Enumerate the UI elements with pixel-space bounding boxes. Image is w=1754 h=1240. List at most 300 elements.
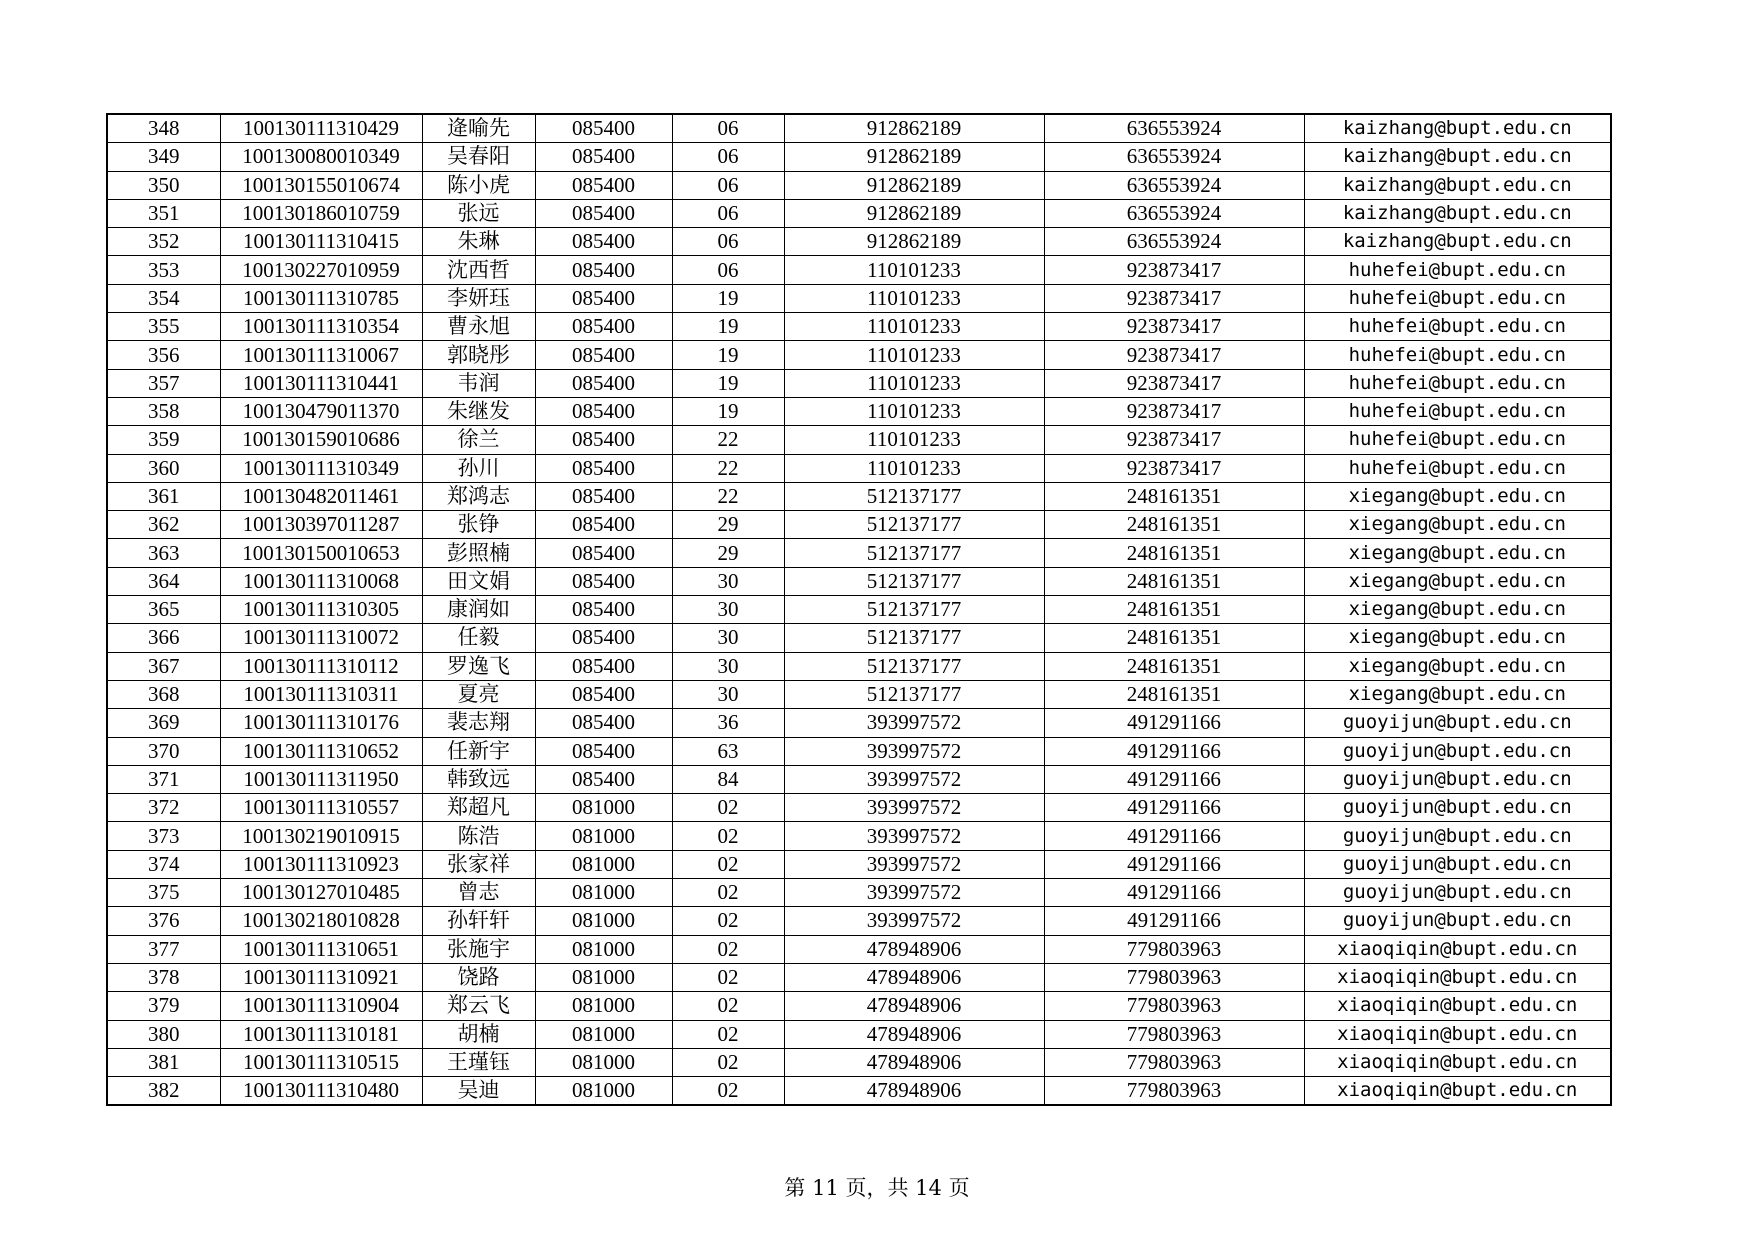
group-number-1-cell: 512137177 [784, 539, 1044, 567]
group-number-1-cell: 478948906 [784, 1077, 1044, 1106]
major-code-cell: 085400 [535, 256, 672, 284]
table-row [107, 539, 1611, 567]
row-number-cell: 361 [107, 482, 220, 510]
group-number-2-cell: 923873417 [1044, 313, 1304, 341]
row-number-cell: 355 [107, 313, 220, 341]
direction-code-cell: 84 [672, 765, 784, 793]
table-row [107, 907, 1611, 935]
major-code-cell: 085400 [535, 511, 672, 539]
exam-id-cell: 100130397011287 [220, 511, 422, 539]
exam-id-cell: 100130111310176 [220, 709, 422, 737]
table-row [107, 171, 1611, 199]
student-name-cell: 张施宇 [422, 935, 535, 963]
direction-code-cell: 19 [672, 284, 784, 312]
student-name-cell: 夏亮 [422, 680, 535, 708]
direction-code-cell: 22 [672, 482, 784, 510]
row-number-cell: 360 [107, 454, 220, 482]
group-number-1-cell: 512137177 [784, 624, 1044, 652]
exam-id-cell: 100130111310515 [220, 1048, 422, 1076]
group-number-2-cell: 923873417 [1044, 284, 1304, 312]
direction-code-cell: 02 [672, 992, 784, 1020]
direction-code-cell: 02 [672, 850, 784, 878]
group-number-2-cell: 923873417 [1044, 341, 1304, 369]
student-name-cell: 郭晓彤 [422, 341, 535, 369]
group-number-2-cell: 923873417 [1044, 454, 1304, 482]
exam-id-cell: 100130111310311 [220, 680, 422, 708]
contact-email-cell: xiaoqiqin@bupt.edu.cn [1304, 963, 1611, 991]
row-number-cell: 364 [107, 567, 220, 595]
student-name-cell: 任毅 [422, 624, 535, 652]
direction-code-cell: 30 [672, 596, 784, 624]
student-roster-table [106, 113, 1612, 1106]
direction-code-cell: 06 [672, 143, 784, 171]
group-number-2-cell: 636553924 [1044, 171, 1304, 199]
direction-code-cell: 30 [672, 652, 784, 680]
major-code-cell: 081000 [535, 879, 672, 907]
table-row [107, 850, 1611, 878]
contact-email-cell: xiegang@bupt.edu.cn [1304, 680, 1611, 708]
major-code-cell: 081000 [535, 935, 672, 963]
major-code-cell: 085400 [535, 652, 672, 680]
student-name-cell: 郑超凡 [422, 794, 535, 822]
contact-email-cell: kaizhang@bupt.edu.cn [1304, 199, 1611, 227]
group-number-2-cell: 636553924 [1044, 199, 1304, 227]
student-name-cell: 韦润 [422, 369, 535, 397]
table-row [107, 794, 1611, 822]
student-name-cell: 郑鸿志 [422, 482, 535, 510]
group-number-1-cell: 512137177 [784, 596, 1044, 624]
group-number-2-cell: 248161351 [1044, 511, 1304, 539]
student-name-cell: 张远 [422, 199, 535, 227]
direction-code-cell: 22 [672, 454, 784, 482]
major-code-cell: 085400 [535, 397, 672, 425]
group-number-1-cell: 110101233 [784, 397, 1044, 425]
group-number-1-cell: 478948906 [784, 992, 1044, 1020]
exam-id-cell: 100130127010485 [220, 879, 422, 907]
contact-email-cell: xiegang@bupt.edu.cn [1304, 567, 1611, 595]
row-number-cell: 366 [107, 624, 220, 652]
group-number-1-cell: 512137177 [784, 482, 1044, 510]
table-row [107, 143, 1611, 171]
group-number-1-cell: 110101233 [784, 256, 1044, 284]
direction-code-cell: 63 [672, 737, 784, 765]
contact-email-cell: xiaoqiqin@bupt.edu.cn [1304, 992, 1611, 1020]
group-number-1-cell: 512137177 [784, 567, 1044, 595]
student-name-cell: 任新宇 [422, 737, 535, 765]
student-name-cell: 吴迪 [422, 1077, 535, 1106]
direction-code-cell: 02 [672, 1020, 784, 1048]
group-number-2-cell: 248161351 [1044, 482, 1304, 510]
table-row [107, 313, 1611, 341]
group-number-2-cell: 248161351 [1044, 539, 1304, 567]
contact-email-cell: guoyijun@bupt.edu.cn [1304, 822, 1611, 850]
major-code-cell: 085400 [535, 341, 672, 369]
group-number-1-cell: 912862189 [784, 199, 1044, 227]
major-code-cell: 085400 [535, 171, 672, 199]
major-code-cell: 081000 [535, 1048, 672, 1076]
direction-code-cell: 02 [672, 1048, 784, 1076]
contact-email-cell: xiegang@bupt.edu.cn [1304, 596, 1611, 624]
contact-email-cell: kaizhang@bupt.edu.cn [1304, 228, 1611, 256]
table-row [107, 992, 1611, 1020]
group-number-2-cell: 923873417 [1044, 397, 1304, 425]
contact-email-cell: kaizhang@bupt.edu.cn [1304, 171, 1611, 199]
exam-id-cell: 100130111310652 [220, 737, 422, 765]
direction-code-cell: 19 [672, 369, 784, 397]
major-code-cell: 085400 [535, 143, 672, 171]
exam-id-cell: 100130111310072 [220, 624, 422, 652]
table-row [107, 454, 1611, 482]
contact-email-cell: huhefei@bupt.edu.cn [1304, 284, 1611, 312]
major-code-cell: 085400 [535, 709, 672, 737]
exam-id-cell: 100130111311950 [220, 765, 422, 793]
direction-code-cell: 19 [672, 313, 784, 341]
major-code-cell: 081000 [535, 794, 672, 822]
row-number-cell: 354 [107, 284, 220, 312]
exam-id-cell: 100130111310067 [220, 341, 422, 369]
table-row [107, 963, 1611, 991]
student-name-cell: 徐兰 [422, 426, 535, 454]
exam-id-cell: 100130111310923 [220, 850, 422, 878]
group-number-2-cell: 491291166 [1044, 879, 1304, 907]
table-row [107, 256, 1611, 284]
contact-email-cell: huhefei@bupt.edu.cn [1304, 426, 1611, 454]
direction-code-cell: 19 [672, 341, 784, 369]
group-number-1-cell: 110101233 [784, 426, 1044, 454]
student-name-cell: 朱继发 [422, 397, 535, 425]
table-row [107, 1048, 1611, 1076]
major-code-cell: 081000 [535, 1077, 672, 1106]
exam-id-cell: 100130080010349 [220, 143, 422, 171]
row-number-cell: 365 [107, 596, 220, 624]
row-number-cell: 374 [107, 850, 220, 878]
row-number-cell: 373 [107, 822, 220, 850]
exam-id-cell: 100130227010959 [220, 256, 422, 284]
contact-email-cell: xiegang@bupt.edu.cn [1304, 511, 1611, 539]
group-number-2-cell: 779803963 [1044, 1048, 1304, 1076]
row-number-cell: 371 [107, 765, 220, 793]
group-number-1-cell: 478948906 [784, 1048, 1044, 1076]
student-name-cell: 胡楠 [422, 1020, 535, 1048]
row-number-cell: 378 [107, 963, 220, 991]
group-number-1-cell: 393997572 [784, 709, 1044, 737]
contact-email-cell: xiegang@bupt.edu.cn [1304, 539, 1611, 567]
table-row [107, 1077, 1611, 1106]
direction-code-cell: 06 [672, 171, 784, 199]
exam-id-cell: 100130482011461 [220, 482, 422, 510]
row-number-cell: 362 [107, 511, 220, 539]
major-code-cell: 081000 [535, 992, 672, 1020]
contact-email-cell: guoyijun@bupt.edu.cn [1304, 737, 1611, 765]
table-row [107, 680, 1611, 708]
student-name-cell: 张家祥 [422, 850, 535, 878]
contact-email-cell: guoyijun@bupt.edu.cn [1304, 850, 1611, 878]
major-code-cell: 085400 [535, 284, 672, 312]
table-row [107, 426, 1611, 454]
group-number-2-cell: 248161351 [1044, 680, 1304, 708]
student-name-cell: 逄喻先 [422, 114, 535, 143]
contact-email-cell: xiegang@bupt.edu.cn [1304, 482, 1611, 510]
exam-id-cell: 100130111310181 [220, 1020, 422, 1048]
group-number-2-cell: 491291166 [1044, 737, 1304, 765]
major-code-cell: 085400 [535, 228, 672, 256]
contact-email-cell: xiaoqiqin@bupt.edu.cn [1304, 935, 1611, 963]
student-name-cell: 彭照楠 [422, 539, 535, 567]
row-number-cell: 359 [107, 426, 220, 454]
direction-code-cell: 02 [672, 1077, 784, 1106]
major-code-cell: 085400 [535, 199, 672, 227]
exam-id-cell: 100130111310068 [220, 567, 422, 595]
table-row [107, 765, 1611, 793]
contact-email-cell: xiegang@bupt.edu.cn [1304, 624, 1611, 652]
contact-email-cell: huhefei@bupt.edu.cn [1304, 397, 1611, 425]
exam-id-cell: 100130150010653 [220, 539, 422, 567]
direction-code-cell: 02 [672, 822, 784, 850]
group-number-1-cell: 478948906 [784, 963, 1044, 991]
major-code-cell: 081000 [535, 963, 672, 991]
group-number-2-cell: 491291166 [1044, 709, 1304, 737]
direction-code-cell: 29 [672, 539, 784, 567]
group-number-1-cell: 512137177 [784, 680, 1044, 708]
major-code-cell: 081000 [535, 822, 672, 850]
group-number-1-cell: 110101233 [784, 284, 1044, 312]
table-row [107, 567, 1611, 595]
group-number-1-cell: 393997572 [784, 822, 1044, 850]
exam-id-cell: 100130111310349 [220, 454, 422, 482]
major-code-cell: 085400 [535, 482, 672, 510]
exam-id-cell: 100130479011370 [220, 397, 422, 425]
row-number-cell: 353 [107, 256, 220, 284]
direction-code-cell: 02 [672, 879, 784, 907]
group-number-2-cell: 779803963 [1044, 1077, 1304, 1106]
row-number-cell: 370 [107, 737, 220, 765]
group-number-2-cell: 923873417 [1044, 369, 1304, 397]
row-number-cell: 350 [107, 171, 220, 199]
direction-code-cell: 06 [672, 228, 784, 256]
table-row [107, 822, 1611, 850]
direction-code-cell: 02 [672, 907, 784, 935]
student-name-cell: 朱琳 [422, 228, 535, 256]
exam-id-cell: 100130111310441 [220, 369, 422, 397]
major-code-cell: 085400 [535, 114, 672, 143]
direction-code-cell: 19 [672, 397, 784, 425]
table-row [107, 879, 1611, 907]
major-code-cell: 085400 [535, 680, 672, 708]
row-number-cell: 349 [107, 143, 220, 171]
group-number-2-cell: 491291166 [1044, 907, 1304, 935]
group-number-1-cell: 393997572 [784, 765, 1044, 793]
row-number-cell: 367 [107, 652, 220, 680]
row-number-cell: 380 [107, 1020, 220, 1048]
group-number-2-cell: 491291166 [1044, 822, 1304, 850]
group-number-1-cell: 110101233 [784, 454, 1044, 482]
group-number-2-cell: 491291166 [1044, 850, 1304, 878]
contact-email-cell: huhefei@bupt.edu.cn [1304, 369, 1611, 397]
group-number-1-cell: 110101233 [784, 341, 1044, 369]
major-code-cell: 081000 [535, 850, 672, 878]
table-row [107, 624, 1611, 652]
group-number-2-cell: 491291166 [1044, 794, 1304, 822]
contact-email-cell: guoyijun@bupt.edu.cn [1304, 794, 1611, 822]
table-row [107, 935, 1611, 963]
group-number-2-cell: 923873417 [1044, 256, 1304, 284]
group-number-2-cell: 636553924 [1044, 114, 1304, 143]
student-name-cell: 孙轩轩 [422, 907, 535, 935]
exam-id-cell: 100130111310354 [220, 313, 422, 341]
group-number-2-cell: 779803963 [1044, 935, 1304, 963]
group-number-1-cell: 912862189 [784, 114, 1044, 143]
direction-code-cell: 02 [672, 794, 784, 822]
exam-id-cell: 100130111310480 [220, 1077, 422, 1106]
table-row [107, 511, 1611, 539]
student-name-cell: 郑云飞 [422, 992, 535, 1020]
row-number-cell: 376 [107, 907, 220, 935]
table-row [107, 397, 1611, 425]
exam-id-cell: 100130111310112 [220, 652, 422, 680]
student-name-cell: 饶路 [422, 963, 535, 991]
group-number-2-cell: 248161351 [1044, 652, 1304, 680]
exam-id-cell: 100130111310305 [220, 596, 422, 624]
contact-email-cell: xiaoqiqin@bupt.edu.cn [1304, 1077, 1611, 1106]
page-footer: 第 11 页，共 14 页 [784, 1176, 970, 1200]
row-number-cell: 351 [107, 199, 220, 227]
exam-id-cell: 100130111310651 [220, 935, 422, 963]
major-code-cell: 085400 [535, 567, 672, 595]
contact-email-cell: guoyijun@bupt.edu.cn [1304, 709, 1611, 737]
group-number-2-cell: 636553924 [1044, 228, 1304, 256]
group-number-1-cell: 512137177 [784, 511, 1044, 539]
table-row [107, 709, 1611, 737]
group-number-1-cell: 110101233 [784, 369, 1044, 397]
table-row [107, 284, 1611, 312]
student-name-cell: 张铮 [422, 511, 535, 539]
exam-id-cell: 100130111310785 [220, 284, 422, 312]
group-number-1-cell: 478948906 [784, 935, 1044, 963]
major-code-cell: 085400 [535, 596, 672, 624]
exam-id-cell: 100130111310904 [220, 992, 422, 1020]
contact-email-cell: kaizhang@bupt.edu.cn [1304, 114, 1611, 143]
exam-id-cell: 100130111310429 [220, 114, 422, 143]
contact-email-cell: xiaoqiqin@bupt.edu.cn [1304, 1020, 1611, 1048]
group-number-2-cell: 923873417 [1044, 426, 1304, 454]
student-name-cell: 陈小虎 [422, 171, 535, 199]
student-name-cell: 罗逸飞 [422, 652, 535, 680]
table-row [107, 369, 1611, 397]
contact-email-cell: huhefei@bupt.edu.cn [1304, 313, 1611, 341]
contact-email-cell: huhefei@bupt.edu.cn [1304, 341, 1611, 369]
student-name-cell: 孙川 [422, 454, 535, 482]
group-number-1-cell: 478948906 [784, 1020, 1044, 1048]
student-name-cell: 康润如 [422, 596, 535, 624]
student-name-cell: 沈西哲 [422, 256, 535, 284]
group-number-1-cell: 912862189 [784, 171, 1044, 199]
group-number-2-cell: 248161351 [1044, 624, 1304, 652]
contact-email-cell: xiaoqiqin@bupt.edu.cn [1304, 1048, 1611, 1076]
major-code-cell: 085400 [535, 765, 672, 793]
contact-email-cell: xiegang@bupt.edu.cn [1304, 652, 1611, 680]
major-code-cell: 081000 [535, 907, 672, 935]
major-code-cell: 085400 [535, 369, 672, 397]
group-number-2-cell: 779803963 [1044, 1020, 1304, 1048]
table-row [107, 652, 1611, 680]
student-name-cell: 曾志 [422, 879, 535, 907]
student-name-cell: 陈浩 [422, 822, 535, 850]
student-name-cell: 韩致远 [422, 765, 535, 793]
group-number-1-cell: 393997572 [784, 879, 1044, 907]
direction-code-cell: 02 [672, 935, 784, 963]
table-row [107, 737, 1611, 765]
direction-code-cell: 22 [672, 426, 784, 454]
row-number-cell: 379 [107, 992, 220, 1020]
direction-code-cell: 36 [672, 709, 784, 737]
exam-id-cell: 100130159010686 [220, 426, 422, 454]
exam-id-cell: 100130111310921 [220, 963, 422, 991]
contact-email-cell: kaizhang@bupt.edu.cn [1304, 143, 1611, 171]
group-number-2-cell: 491291166 [1044, 765, 1304, 793]
contact-email-cell: huhefei@bupt.edu.cn [1304, 454, 1611, 482]
row-number-cell: 372 [107, 794, 220, 822]
table-row [107, 1020, 1611, 1048]
table-row [107, 596, 1611, 624]
table-body [107, 114, 1611, 1105]
contact-email-cell: huhefei@bupt.edu.cn [1304, 256, 1611, 284]
group-number-1-cell: 912862189 [784, 143, 1044, 171]
row-number-cell: 377 [107, 935, 220, 963]
row-number-cell: 375 [107, 879, 220, 907]
exam-id-cell: 100130219010915 [220, 822, 422, 850]
group-number-1-cell: 912862189 [784, 228, 1044, 256]
table-row [107, 114, 1611, 143]
student-name-cell: 李妍珏 [422, 284, 535, 312]
contact-email-cell: guoyijun@bupt.edu.cn [1304, 765, 1611, 793]
group-number-2-cell: 248161351 [1044, 567, 1304, 595]
group-number-2-cell: 248161351 [1044, 596, 1304, 624]
exam-id-cell: 100130218010828 [220, 907, 422, 935]
table-row [107, 199, 1611, 227]
direction-code-cell: 02 [672, 963, 784, 991]
major-code-cell: 085400 [535, 454, 672, 482]
student-name-cell: 曹永旭 [422, 313, 535, 341]
table-row [107, 341, 1611, 369]
group-number-1-cell: 393997572 [784, 737, 1044, 765]
major-code-cell: 081000 [535, 1020, 672, 1048]
direction-code-cell: 29 [672, 511, 784, 539]
row-number-cell: 368 [107, 680, 220, 708]
major-code-cell: 085400 [535, 426, 672, 454]
direction-code-cell: 06 [672, 199, 784, 227]
row-number-cell: 381 [107, 1048, 220, 1076]
direction-code-cell: 30 [672, 567, 784, 595]
group-number-1-cell: 110101233 [784, 313, 1044, 341]
major-code-cell: 085400 [535, 737, 672, 765]
major-code-cell: 085400 [535, 539, 672, 567]
group-number-2-cell: 636553924 [1044, 143, 1304, 171]
direction-code-cell: 30 [672, 680, 784, 708]
major-code-cell: 085400 [535, 624, 672, 652]
student-name-cell: 田文娟 [422, 567, 535, 595]
student-name-cell: 王瑾钰 [422, 1048, 535, 1076]
row-number-cell: 348 [107, 114, 220, 143]
row-number-cell: 363 [107, 539, 220, 567]
group-number-1-cell: 512137177 [784, 652, 1044, 680]
group-number-1-cell: 393997572 [784, 794, 1044, 822]
major-code-cell: 085400 [535, 313, 672, 341]
exam-id-cell: 100130111310557 [220, 794, 422, 822]
student-name-cell: 裴志翔 [422, 709, 535, 737]
contact-email-cell: guoyijun@bupt.edu.cn [1304, 879, 1611, 907]
exam-id-cell: 100130186010759 [220, 199, 422, 227]
exam-id-cell: 100130155010674 [220, 171, 422, 199]
